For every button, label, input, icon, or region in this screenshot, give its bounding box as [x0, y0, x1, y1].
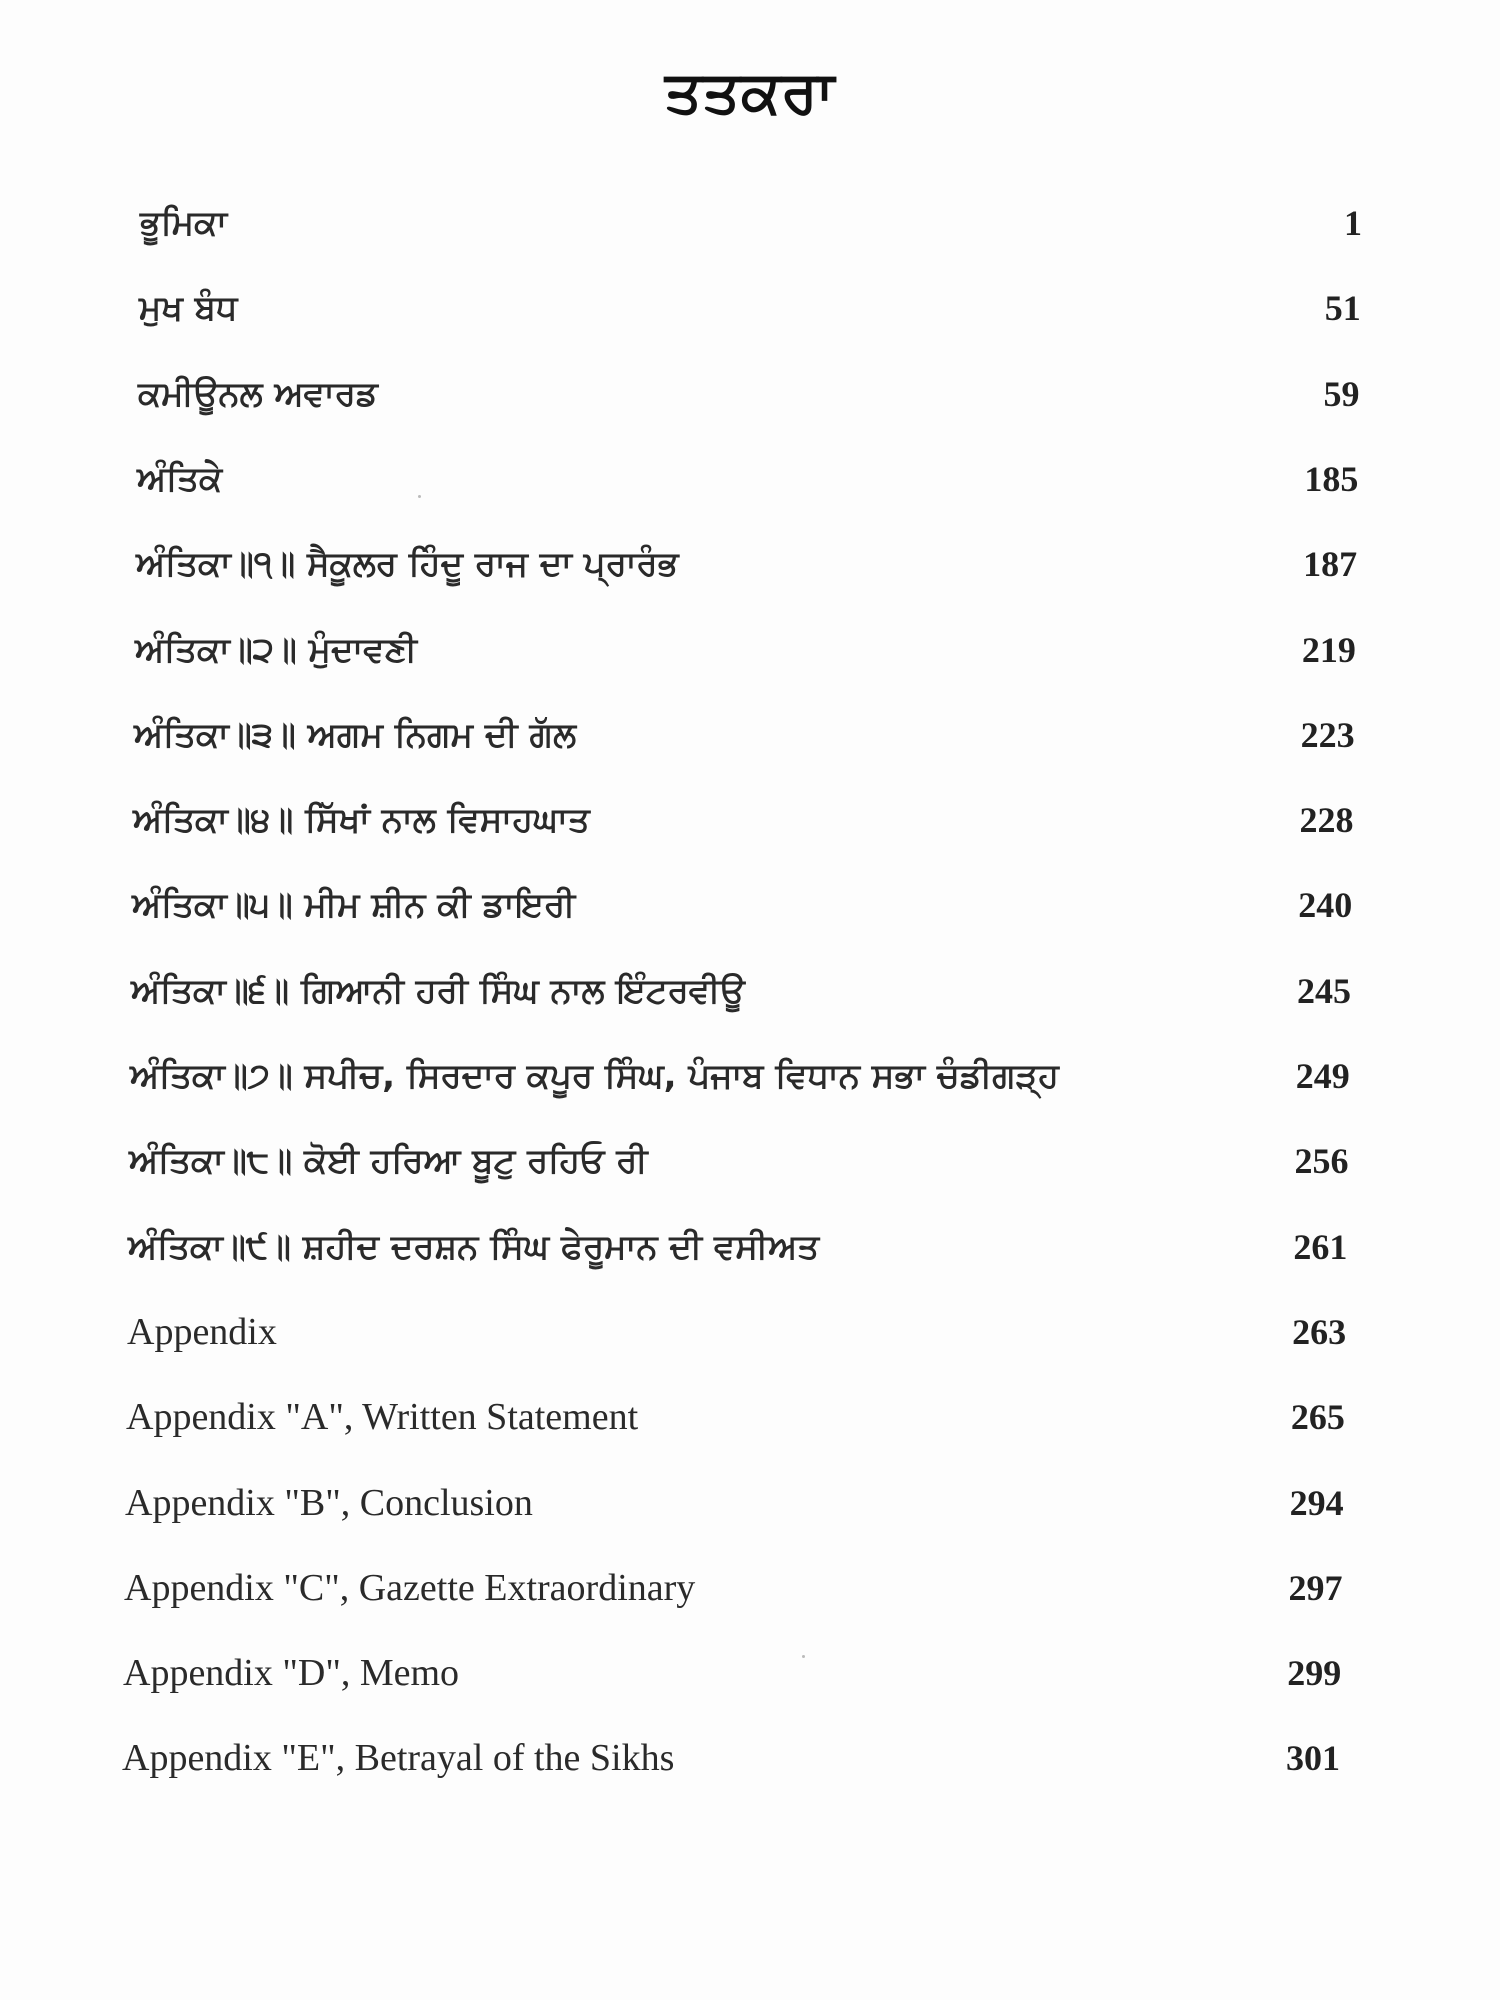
- toc-entry-title: ਅੰਤਿਕਾ॥੮॥ ਕੋਈ ਹਰਿਆ ਬੂਟੁ ਰਹਿਓ ਰੀ: [129, 1141, 648, 1182]
- toc-entry-page-number: 265: [1290, 1397, 1345, 1438]
- toc-entry-page-number: 223: [1300, 714, 1355, 755]
- toc-entry-title: ਅੰਤਿਕੇ: [137, 458, 223, 499]
- toc-entry-title: ਭੂਮਿਕਾ: [140, 203, 228, 243]
- toc-entry: [139, 278, 1361, 338]
- toc-entry-title: ਅੰਤਿਕਾ॥੯॥ ਸ਼ਹੀਦ ਦਰਸ਼ਨ ਸਿੰਘ ਫੇਰੂਮਾਨ ਦੀ ਵਸੀਅਤ: [128, 1226, 820, 1267]
- toc-entry: [133, 790, 1353, 850]
- toc-entry: [126, 1387, 1345, 1447]
- toc-entry: [136, 534, 1357, 594]
- scan-speck: [418, 495, 421, 498]
- toc-entry-page-number: 228: [1299, 800, 1354, 841]
- toc-entry-page-number: 299: [1287, 1653, 1342, 1694]
- toc-entry: [137, 449, 1358, 509]
- toc-entry-page-number: 294: [1289, 1482, 1344, 1523]
- scan-speck: [802, 1655, 805, 1658]
- toc-entry: [124, 1558, 1342, 1618]
- toc-entry-page-number: 240: [1298, 885, 1353, 926]
- toc-entry-page-number: 263: [1292, 1311, 1347, 1352]
- toc-entry-title: Appendix "E", Betrayal of the Sikhs: [122, 1737, 675, 1780]
- toc-entry: [127, 1302, 1346, 1362]
- toc-entry-page-number: 245: [1297, 970, 1351, 1011]
- toc-entry-page-number: 301: [1286, 1738, 1340, 1779]
- toc-entry-page-number: 59: [1323, 373, 1360, 414]
- toc-entry-title: Appendix "D", Memo: [123, 1652, 460, 1695]
- page-title: ਤਤਕਰਾ: [664, 58, 836, 126]
- toc-entry-title: ਅੰਤਿਕਾ॥੪॥ ਸਿੱਖਾਂ ਨਾਲ ਵਿਸਾਹਘਾਤ: [133, 800, 590, 841]
- toc-entry: [132, 875, 1352, 935]
- toc-entry-title: ਕਮੀਊਨਲ ਅਵਾਰਡ: [138, 373, 378, 414]
- toc-entry: [125, 1473, 1344, 1533]
- toc-entry-page-number: 1: [1344, 203, 1362, 243]
- toc-entry-title: ਅੰਤਿਕਾ॥੫॥ ਮੀਮ ਸ਼ੀਨ ਕੀ ਡਾਇਰੀ: [132, 885, 576, 926]
- toc-entry: [134, 705, 1355, 765]
- toc-entry-page-number: 261: [1293, 1226, 1348, 1267]
- toc-entry-title: ਅੰਤਿਕਾ॥੧॥ ਸੈਕੂਲਰ ਹਿੰਦੂ ਰਾਜ ਦਾ ਪ੍ਰਾਰੰਭ: [136, 544, 679, 585]
- toc-entry-page-number: 219: [1301, 629, 1356, 670]
- toc-entry: [135, 620, 1356, 680]
- toc-entry-page-number: 185: [1304, 458, 1359, 499]
- toc-entry-title: ਅੰਤਿਕਾ॥੭॥ ਸਪੀਚ, ਸਿਰਦਾਰ ਕਪੂਰ ਸਿੰਘ, ਪੰਜਾਬ ਵਿਧਾਨ ਸਭਾ ਚੰਡੀਗੜ੍ਹ: [130, 1056, 1059, 1096]
- toc-entry-page-number: 256: [1294, 1141, 1349, 1182]
- toc-entry-title: Appendix "C", Gazette Extraordinary: [124, 1566, 696, 1609]
- toc-entry-title: ਅੰਤਿਕਾ॥੩॥ ਅਗਮ ਨਿਗਮ ਦੀ ਗੱਲ: [134, 714, 577, 755]
- toc-entry-title: ਅੰਤਿਕਾ॥੬॥ ਗਿਆਨੀ ਹਰੀ ਸਿੰਘ ਨਾਲ ਇੰਟਰਵੀਊ: [131, 970, 745, 1011]
- toc-entry: [130, 1046, 1350, 1106]
- toc-entry-title: ਅੰਤਿਕਾ॥੨॥ ਮੁੰਦਾਵਣੀ: [135, 629, 417, 670]
- toc-entry-page-number: 187: [1303, 544, 1358, 585]
- toc-entry-title: ਮੁਖ ਬੰਧ: [139, 288, 238, 329]
- toc-entry-page-number: 51: [1324, 288, 1361, 329]
- toc-entry: [122, 1728, 1340, 1788]
- toc-entry: [128, 1217, 1347, 1277]
- toc-entry: [129, 1131, 1349, 1191]
- toc-entry: [123, 1643, 1341, 1703]
- toc-entry: [131, 961, 1351, 1021]
- toc-entry: [140, 193, 1362, 253]
- toc-entry-page-number: 249: [1295, 1056, 1350, 1096]
- toc-entry-title: Appendix "B", Conclusion: [125, 1481, 533, 1524]
- toc-entry-title: Appendix "A", Written Statement: [126, 1396, 639, 1439]
- toc-entry-page-number: 297: [1288, 1567, 1343, 1608]
- toc-entry: [138, 364, 1360, 424]
- toc-entry-title: Appendix: [127, 1310, 277, 1353]
